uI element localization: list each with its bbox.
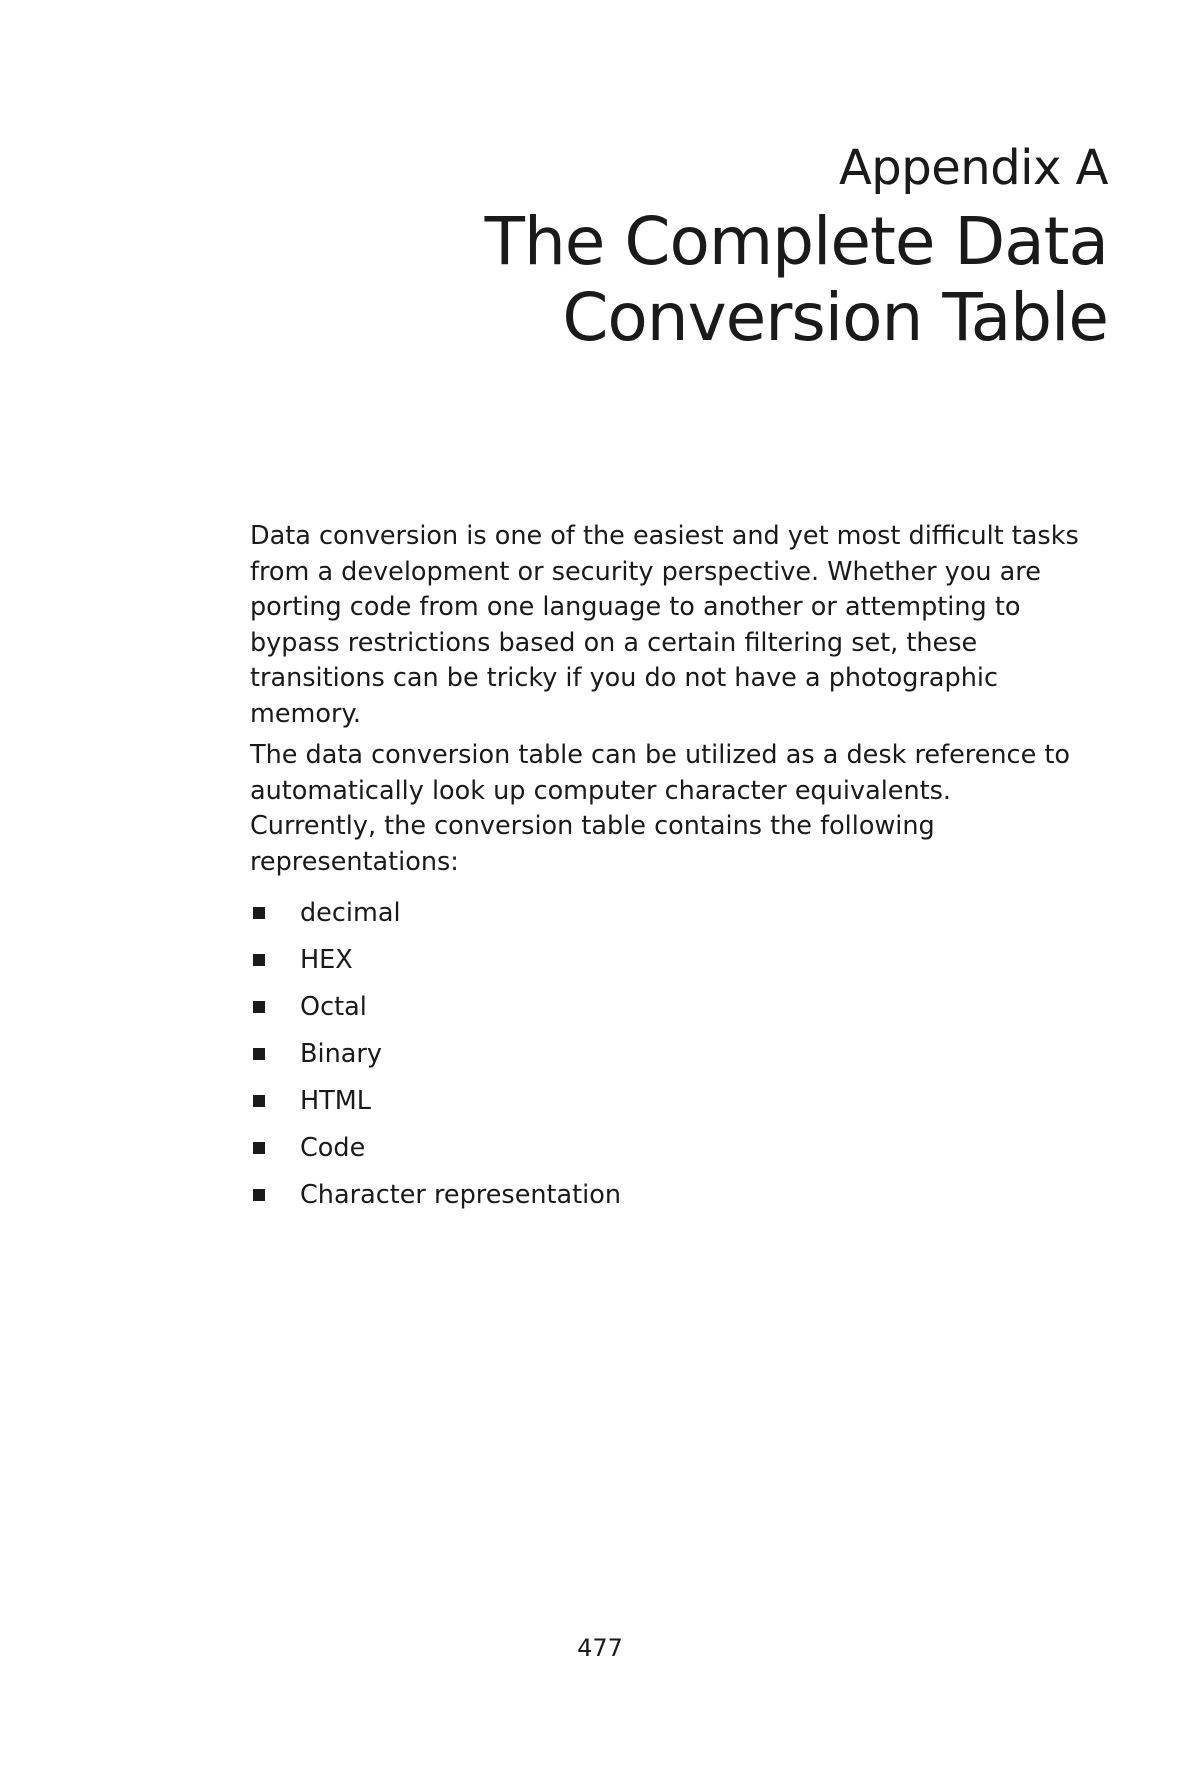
list-item [250,984,1080,1031]
chapter-title-line-1: The Complete Data [484,203,1108,280]
square-bullet-icon [253,1048,265,1060]
appendix-label: Appendix A [838,140,1108,196]
page-number: 477 [577,1634,623,1662]
square-bullet-icon [253,907,265,919]
body-text [250,519,1080,1219]
square-bullet-icon [253,1095,265,1107]
chapter-title-line-2: Conversion Table [562,279,1108,356]
list-item-label: Octal [300,992,367,1022]
list-item-label: HTML [300,1086,371,1116]
list-item [250,1078,1080,1125]
square-bullet-icon [253,1001,265,1013]
list-item-label: HEX [300,945,353,975]
list-item-label: decimal [300,898,401,928]
chapter-heading [485,140,1108,356]
square-bullet-icon [253,1142,265,1154]
list-item-label: Code [300,1133,366,1163]
intro-paragraph: Data conversion is one of the easiest and yet most difficult tasks from a development or security perspective. Whether you are porting code from one language to another or attempting to bypass restrictions based on a certain filtering set, these transitions can be tricky if you do not have a photographic memory. [250,521,1079,729]
list-item [250,1172,1080,1219]
list-item [250,890,1080,937]
square-bullet-icon [253,1189,265,1201]
reference-paragraph: The data conversion table can be utilized as a desk reference to automatically look up computer character equivalents. Currently, the conversion table contains the following representations: [250,740,1070,877]
list-item-label: Binary [300,1039,382,1069]
square-bullet-icon [253,954,265,966]
list-item [250,1031,1080,1078]
representations-list [250,890,1080,1219]
list-item-label: Character representation [300,1180,622,1210]
chapter-title [485,204,1108,356]
list-item [250,937,1080,984]
list-item [250,1125,1080,1172]
